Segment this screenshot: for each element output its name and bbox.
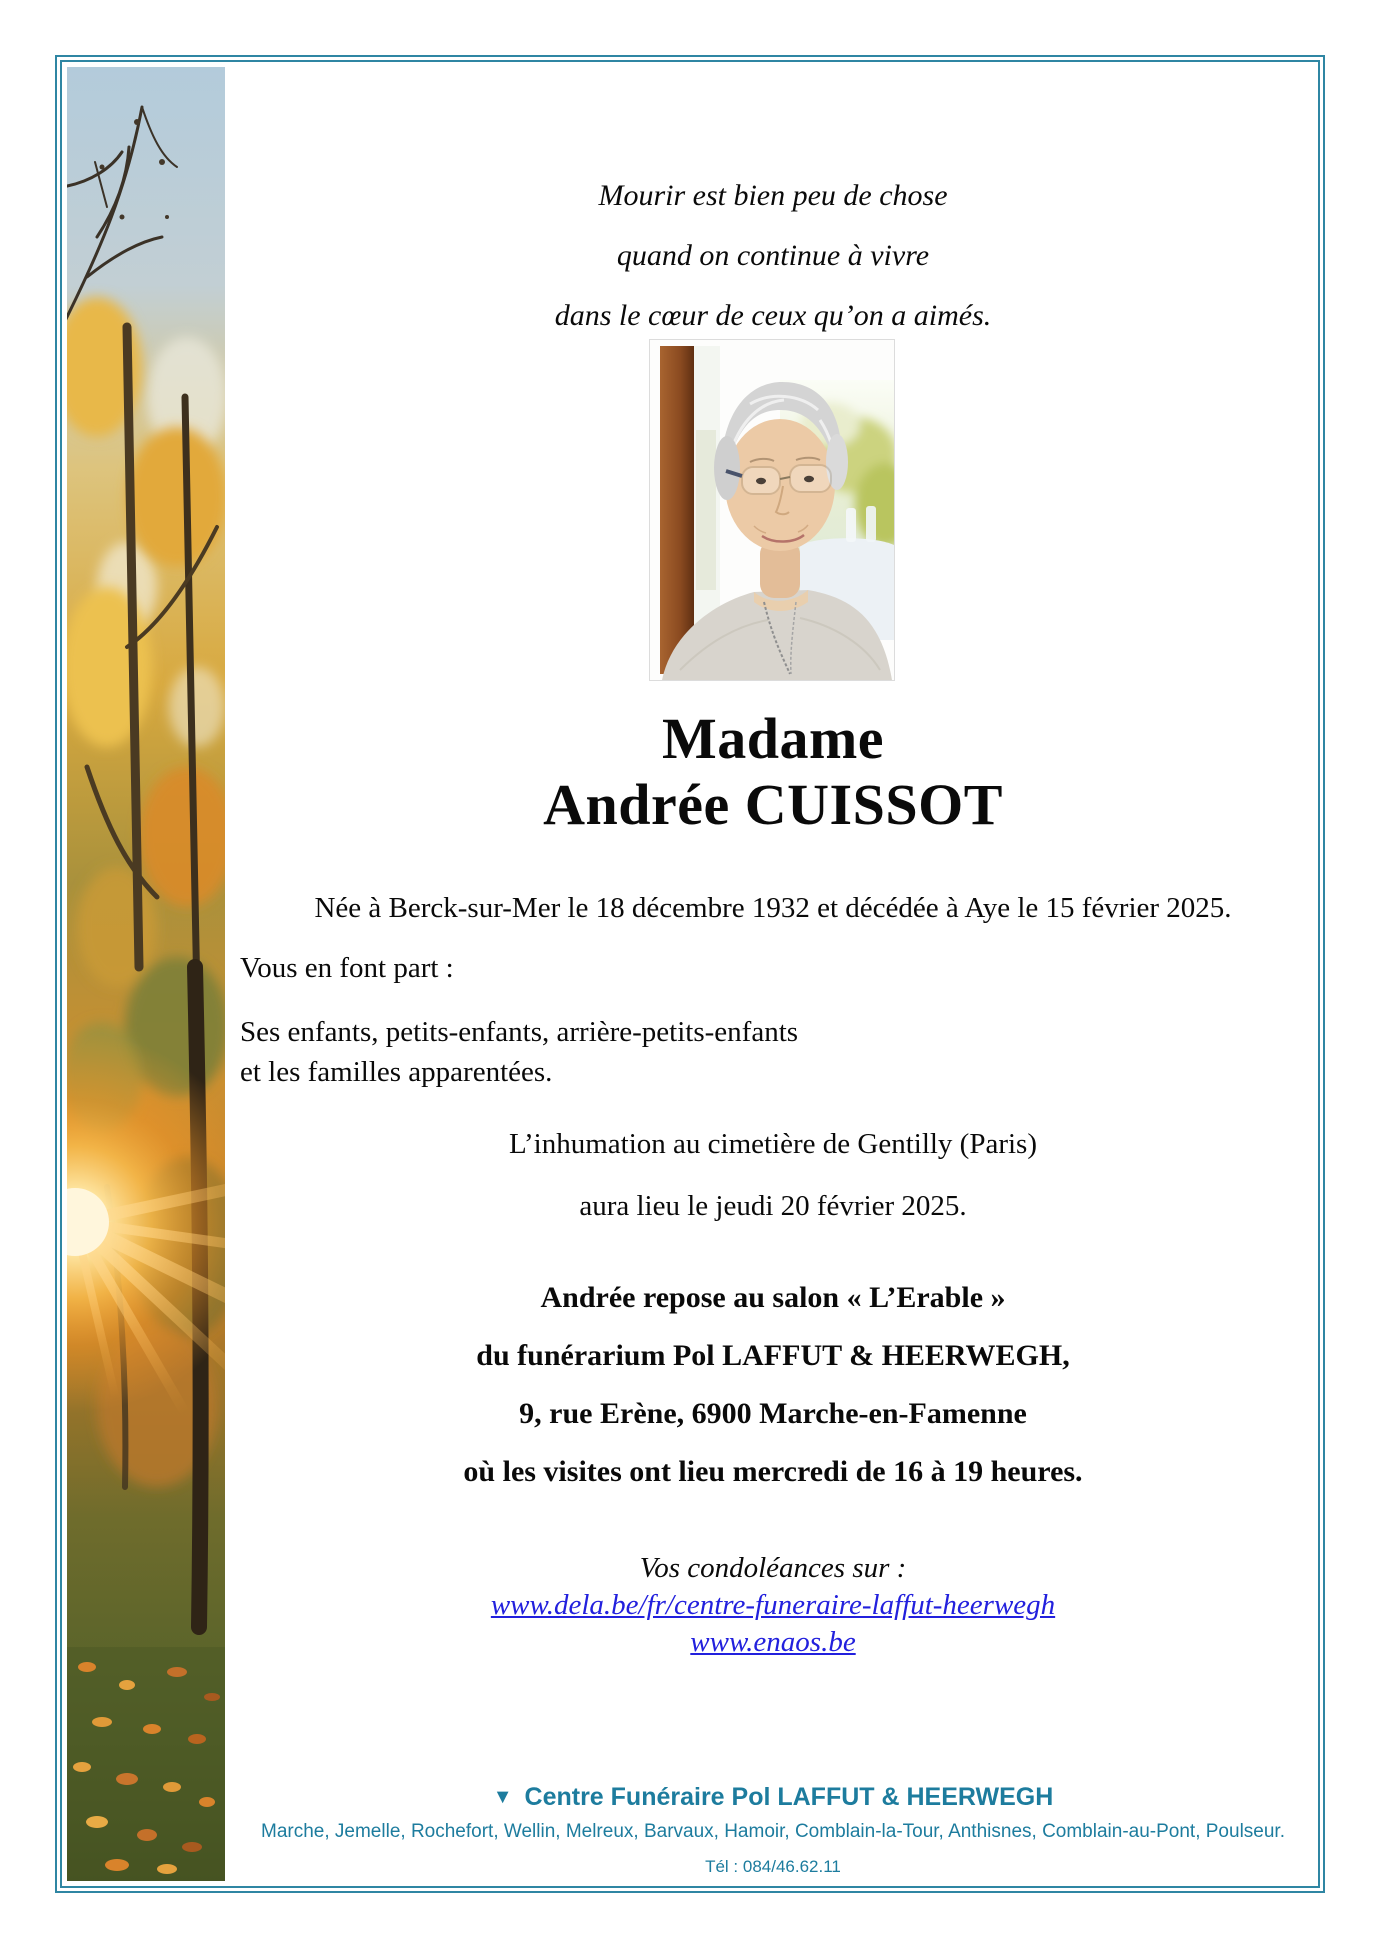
family-line: et les familles apparentées. [240, 1056, 553, 1088]
family-line: Ses enfants, petits-enfants, arrière-petits-enfants [240, 1016, 799, 1048]
deceased-name: Andrée CUISSOT [543, 772, 1003, 837]
repose-block [226, 1278, 1320, 1510]
funeral-home-header [226, 1780, 1320, 1814]
deceased-name-block [226, 706, 1320, 838]
condolences-link-dela[interactable]: www.dela.be/fr/centre-funeraire-laffut-heerwegh [490, 1589, 1056, 1621]
ceremony-line: aura lieu le jeudi 20 février 2025. [579, 1190, 967, 1222]
repose-line: 9, rue Erène, 6900 Marche-en-Famenne [519, 1397, 1027, 1430]
quote-line: Mourir est bien peu de chose [598, 179, 948, 212]
autumn-strip-photo [67, 67, 225, 1881]
funeral-home-phone: Tél : 084/46.62.11 [705, 1857, 841, 1876]
funeral-home-locations: Marche, Jemelle, Rochefort, Wellin, Melreux, Barvaux, Hamoir, Comblain-la-Tour, Anthisnes, Comblain-au-Pont, Poulseur. [261, 1821, 1285, 1842]
down-triangle-icon: ▼ [492, 1786, 513, 1808]
repose-line: où les visites ont lieu mercredi de 16 à 19 heures. [463, 1455, 1083, 1488]
repose-line: Andrée repose au salon « L’Erable » [540, 1281, 1006, 1314]
announcement-family [240, 1012, 1320, 1092]
quote-line: dans le cœur de ceux qu’on a aimés. [554, 299, 992, 332]
condolences-link-enaos[interactable]: www.enaos.be [690, 1626, 856, 1658]
deceased-title: Madame [661, 706, 885, 771]
announcement-intro: Vous en font part : [240, 952, 454, 984]
condolences-label: Vos condoléances sur : [639, 1552, 907, 1584]
portrait-photo [649, 339, 895, 681]
funeral-home-name: Centre Funéraire Pol LAFFUT & HEERWEGH [524, 1783, 1054, 1811]
memorial-quote [226, 166, 1320, 346]
ceremony-line: L’inhumation au cimetière de Gentilly (Paris) [508, 1128, 1038, 1160]
condolences-block [226, 1550, 1320, 1661]
life-dates: Née à Berck-sur-Mer le 18 décembre 1932 et décédée à Aye le 15 février 2025. [314, 892, 1232, 924]
quote-line: quand on continue à vivre [616, 239, 930, 272]
repose-line: du funérarium Pol LAFFUT & HEERWEGH, [476, 1339, 1070, 1372]
